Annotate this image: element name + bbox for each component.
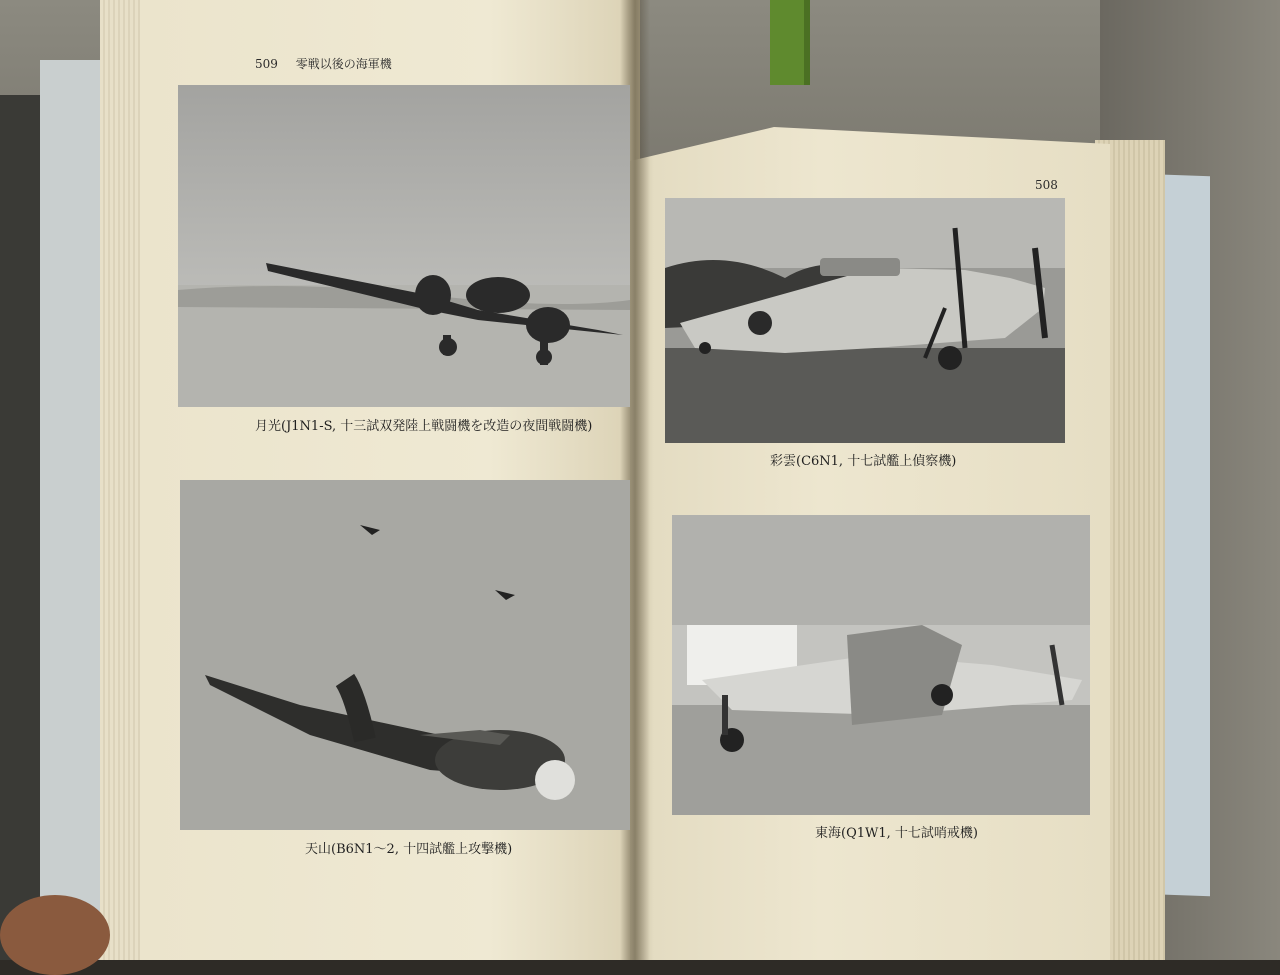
photo-tokai	[672, 515, 1090, 815]
tokai-aircraft-photo	[672, 515, 1090, 815]
caption-tenzan: 天山(B6N1〜2, 十四試艦上攻撃機)	[305, 842, 513, 857]
left-page-number: 509	[255, 57, 278, 71]
photo-saiun	[665, 198, 1065, 443]
caption-gekko: 月光(J1N1-S, 十三試双発陸上戦闘機を改造の夜間戦闘機)	[255, 419, 593, 434]
right-page-number: 508	[1035, 178, 1058, 192]
photo-tenzan	[180, 480, 630, 830]
caption-saiun: 彩雲(C6N1, 十七試艦上偵察機)	[770, 454, 957, 469]
green-book-spine	[770, 0, 810, 85]
saiun-aircraft-photo	[665, 198, 1065, 443]
dark-book-spine	[0, 95, 45, 960]
thumb	[0, 895, 110, 975]
gekko-aircraft-photo	[178, 85, 630, 407]
photo-gekko	[178, 85, 630, 407]
left-page-header	[255, 55, 392, 72]
tenzan-aircraft-photo	[180, 480, 630, 830]
running-title: 零戦以後の海軍機	[295, 57, 392, 71]
right-page-header	[1035, 178, 1058, 192]
caption-tokai: 東海(Q1W1, 十七試哨戒機)	[815, 826, 978, 841]
